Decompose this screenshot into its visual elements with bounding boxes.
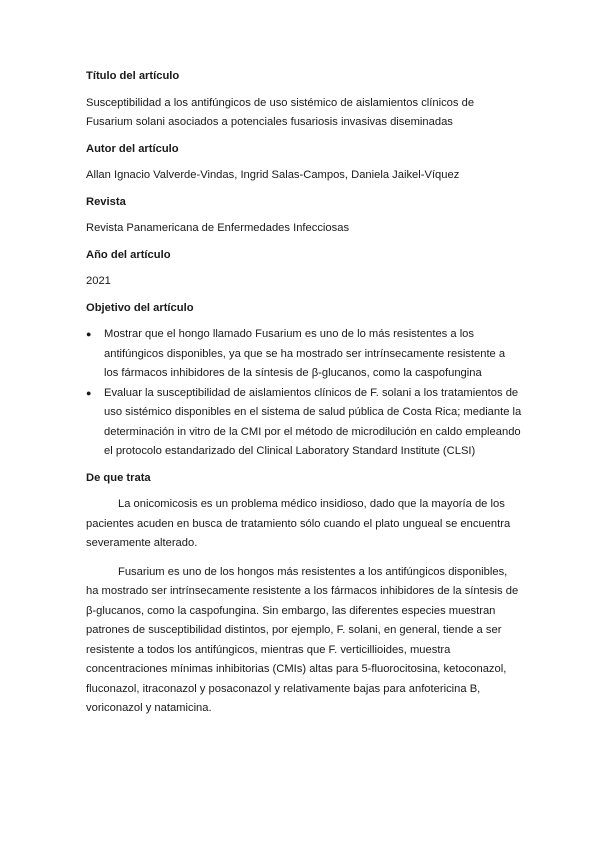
year-heading: Año del artículo — [86, 248, 171, 261]
journal-heading: Revista — [86, 195, 126, 208]
objective-list-item — [86, 384, 522, 462]
objective-heading: Objetivo del artículo — [86, 301, 194, 314]
about-heading: De que trata — [86, 471, 151, 484]
body-paragraph: Fusarium es uno de los hongos más resistentes a los antifúngicos disponibles, ha mostrado ser intrínsecamente resistente a los fármacos inhibidores de la síntesis de β-glucanos, como la caspofungina. Sin embargo, las diferentes especies muestran patrones de susceptibilidad distintos, por ejemplo, F. solani, en general, tiende a ser resistente a todos los antifúngicos, mientras que F. verticillioides, muestra concentraciones mínimas inhibitorias (CMIs) altas para 5-fluorocitosina, ketoconazol, fluconazol, itraconazol y posaconazol y relativamente bajas para anfotericina B, voriconazol y natamicina. — [86, 565, 519, 714]
bullet-icon: ● — [86, 329, 92, 339]
bullet-icon: ● — [86, 387, 92, 398]
author-text: Allan Ignacio Valverde-Vindas, Ingrid Salas-Campos, Daniela Jaikel-Víquez — [86, 169, 460, 181]
objective-list — [86, 325, 522, 462]
objective-item-text: Evaluar la susceptibilidad de aislamientos clínicos de F. solani a los tratamientos de uso sistémico disponibles en el sistema de salud pública de Costa Rica; mediante la determinación in vitro de la CMI por el método de microdilución en caldo empleando el protocolo estandarizado del Clinical Laboratory Standard Institute (CLSI) — [104, 386, 522, 457]
objective-list-item — [86, 325, 522, 384]
year-text: 2021 — [86, 275, 111, 287]
author-heading: Autor del artículo — [86, 142, 179, 155]
article-title-text: Susceptibilidad a los antifúngicos de uso sistémico de aislamientos clínicos de Fusarium solani asociados a potenciales fusariosis invasivas diseminadas — [86, 96, 475, 128]
body-paragraph: La onicomicosis es un problema médico insidioso, dado que la mayoría de los pacientes acuden en busca de tratamiento sólo cuando el plato ungueal se encuentra severamente alterado. — [86, 498, 511, 549]
journal-text: Revista Panamericana de Enfermedades Infecciosas — [86, 222, 350, 234]
document-content — [86, 67, 522, 728]
article-title-heading: Título del artículo — [86, 70, 180, 82]
objective-item-text: Mostrar que el hongo llamado Fusarium es uno de lo más resistentes a los antifúngicos disponibles, ya que se ha mostrado ser intrínsecamente resistente a los fármacos inhibidores de la síntesis de β-glucanos, como la caspofungina — [104, 328, 506, 379]
